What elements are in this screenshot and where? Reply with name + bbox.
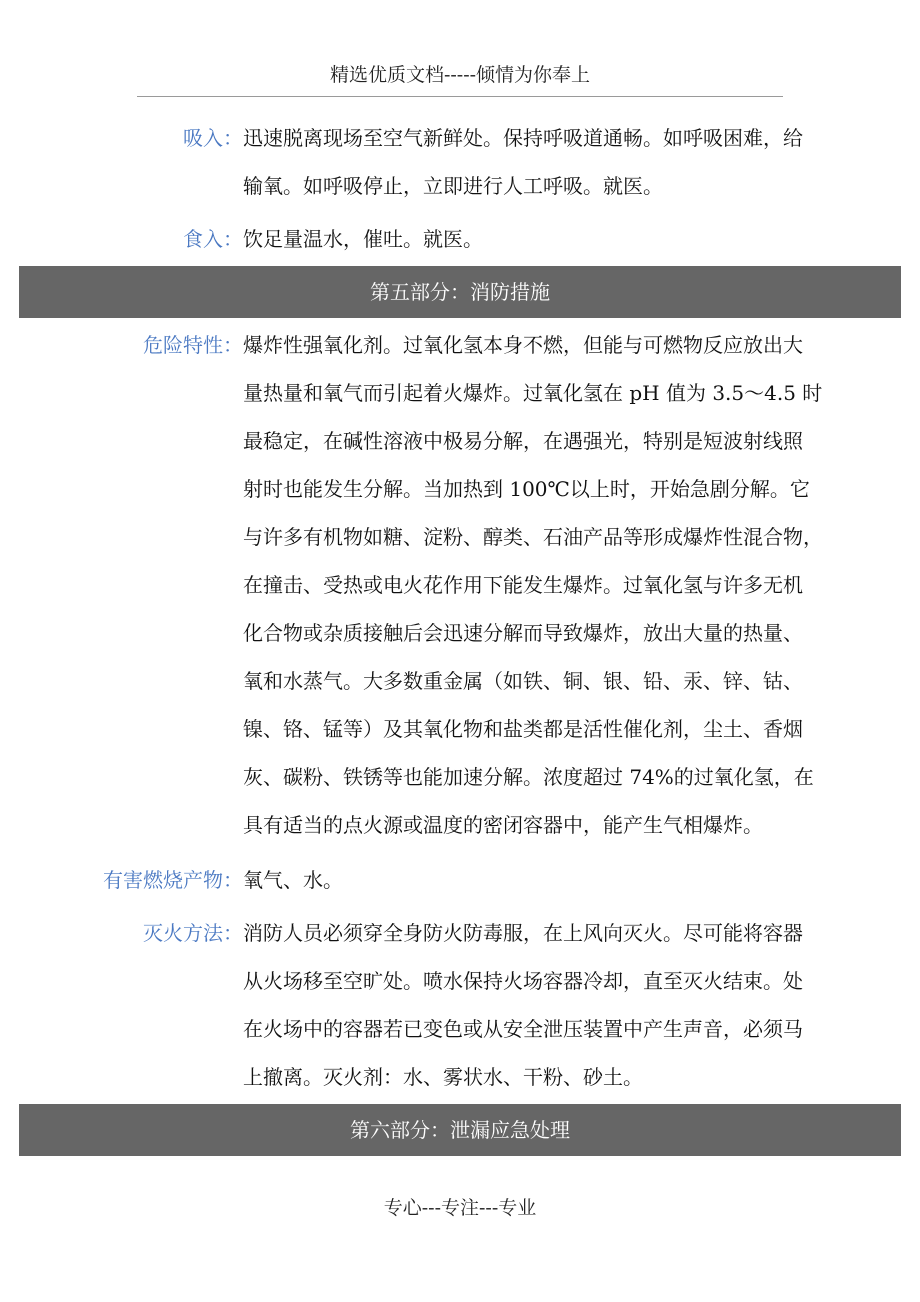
entry-line: 爆炸性强氧化剂。过氧化氢本身不燃，但能与可燃物反应放出大 <box>243 333 803 357</box>
entry-label: 有害燃烧产物： <box>103 868 243 892</box>
entry-line: 输氧。如呼吸停止，立即进行人工呼吸。就医。 <box>243 174 663 198</box>
entry-label: 食入： <box>183 227 243 251</box>
entry-line: 上撤离。灭火剂：水、雾状水、干粉、砂土。 <box>243 1065 643 1089</box>
section-header-spill-response: 第六部分：泄漏应急处理 <box>19 1104 901 1156</box>
entry-line: 氧和水蒸气。大多数重金属（如铁、铜、银、铅、汞、锌、钴、 <box>243 669 803 693</box>
entry-label: 吸入： <box>183 126 243 150</box>
entry-line: 在火场中的容器若已变色或从安全泄压装置中产生声音，必须马 <box>243 1017 803 1041</box>
entry-line: 最稳定，在碱性溶液中极易分解，在遇强光，特别是短波射线照 <box>243 429 803 453</box>
entry-label: 危险特性： <box>143 333 243 357</box>
entry-line: 量热量和氧气而引起着火爆炸。过氧化氢在 pH 值为 3.5～4.5 时 <box>243 381 823 405</box>
entry-line: 射时也能发生分解。当加热到 100℃以上时，开始急剧分解。它 <box>243 477 810 501</box>
entry-line: 在撞击、受热或电火花作用下能发生爆炸。过氧化氢与许多无机 <box>243 573 803 597</box>
entry-body <box>243 215 903 263</box>
section-header-fire-fighting: 第五部分：消防措施 <box>19 266 901 318</box>
entry-line: 镍、铬、锰等）及其氧化物和盐类都是活性催化剂，尘土、香烟 <box>243 717 803 741</box>
entry-body <box>243 856 903 904</box>
entry-label: 灭火方法： <box>143 921 243 945</box>
entry-line: 灰、碳粉、铁锈等也能加速分解。浓度超过 74%的过氧化氢，在 <box>243 765 814 789</box>
entry-line: 具有适当的点火源或温度的密闭容器中，能产生气相爆炸。 <box>243 813 763 837</box>
entry-line: 从火场移至空旷处。喷水保持火场容器冷却，直至灭火结束。处 <box>243 969 803 993</box>
page-footer: 专心---专注---专业 <box>383 1197 537 1219</box>
entry-body <box>243 114 903 210</box>
entry-line: 迅速脱离现场至空气新鲜处。保持呼吸道通畅。如呼吸困难，给 <box>243 126 803 150</box>
entry-body <box>243 321 903 849</box>
header-divider <box>137 96 783 97</box>
entry-line: 饮足量温水，催吐。就医。 <box>243 227 483 251</box>
entry-line: 氧气、水。 <box>243 868 343 892</box>
entry-line: 与许多有机物如糖、淀粉、醇类、石油产品等形成爆炸性混合物， <box>243 525 823 549</box>
page-header: 精选优质文档-----倾情为你奉上 <box>329 64 591 86</box>
entry-body <box>243 909 903 1101</box>
entry-line: 化合物或杂质接触后会迅速分解而导致爆炸，放出大量的热量、 <box>243 621 803 645</box>
entry-line: 消防人员必须穿全身防火防毒服，在上风向灭火。尽可能将容器 <box>243 921 803 945</box>
